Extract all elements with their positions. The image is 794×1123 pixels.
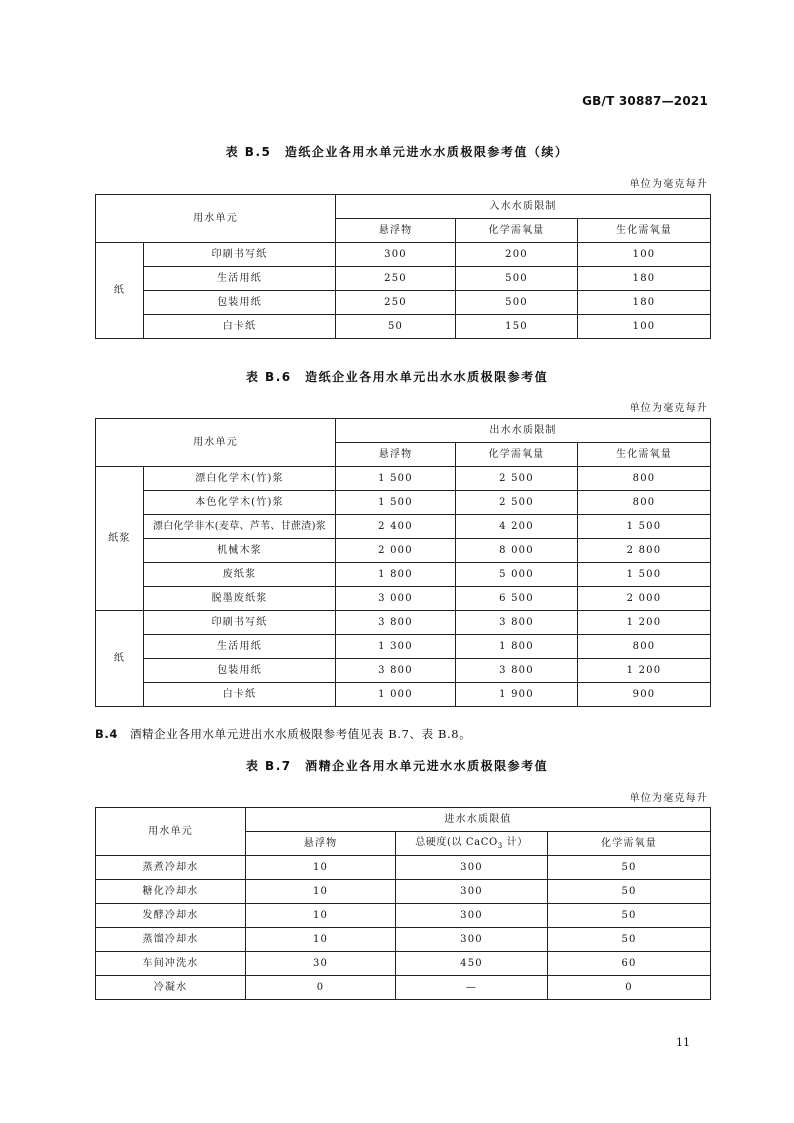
cell: 10 <box>246 856 396 880</box>
header-col: 化学需氧量 <box>456 443 578 467</box>
row-name: 车间冲洗水 <box>96 952 246 976</box>
paragraph-b4 <box>95 726 471 742</box>
table-row <box>96 291 711 315</box>
table-row <box>96 928 711 952</box>
group-label: 纸 <box>96 611 144 707</box>
cell: 3 000 <box>336 587 456 611</box>
cell: 200 <box>456 243 578 267</box>
cell: 100 <box>578 243 711 267</box>
row-name: 白卡纸 <box>144 315 336 339</box>
header-col: 悬浮物 <box>336 219 456 243</box>
cell: 1 200 <box>578 659 711 683</box>
cell: 800 <box>578 491 711 515</box>
group-label: 纸浆 <box>96 467 144 611</box>
cell: 300 <box>396 928 548 952</box>
header-unit: 用水单元 <box>96 808 246 856</box>
table-row <box>96 856 711 880</box>
header-col: 化学需氧量 <box>456 219 578 243</box>
cell: 0 <box>246 976 396 1000</box>
cell: 300 <box>396 880 548 904</box>
cell: 180 <box>578 267 711 291</box>
table-row <box>96 515 711 539</box>
header-col: 悬浮物 <box>246 832 396 856</box>
table-row <box>96 267 711 291</box>
clause-number: B.4 <box>95 727 118 741</box>
table-row <box>96 587 711 611</box>
cell: 500 <box>456 291 578 315</box>
row-name: 蒸馏冷却水 <box>96 928 246 952</box>
header-col: 化学需氧量 <box>548 832 711 856</box>
row-name: 冷凝水 <box>96 976 246 1000</box>
cell: 3 800 <box>456 659 578 683</box>
cell: 100 <box>578 315 711 339</box>
cell: 800 <box>578 635 711 659</box>
row-name: 白卡纸 <box>144 683 336 707</box>
table-b5 <box>95 194 711 339</box>
table-row <box>96 467 711 491</box>
cell: 50 <box>548 904 711 928</box>
row-name: 包装用纸 <box>144 291 336 315</box>
row-name: 包装用纸 <box>144 659 336 683</box>
clause-text: 酒精企业各用水单元进出水水质极限参考值见表 B.7、表 B.8。 <box>129 727 472 741</box>
table-row <box>96 563 711 587</box>
header-col: 生化需氧量 <box>578 219 711 243</box>
row-name: 糖化冷却水 <box>96 880 246 904</box>
cell: 180 <box>578 291 711 315</box>
cell: 1 300 <box>336 635 456 659</box>
cell: 150 <box>456 315 578 339</box>
table-row <box>96 976 711 1000</box>
cell: 1 200 <box>578 611 711 635</box>
table-b5-caption: 表 B.5 造纸企业各用水单元进水水质极限参考值（续） <box>225 145 569 159</box>
cell: 300 <box>336 243 456 267</box>
cell: 2 000 <box>336 539 456 563</box>
cell: — <box>396 976 548 1000</box>
cell: 50 <box>548 928 711 952</box>
cell: 1 500 <box>578 563 711 587</box>
unit-label: 单位为毫克每升 <box>629 403 708 414</box>
cell: 50 <box>336 315 456 339</box>
group-label: 纸 <box>96 243 144 339</box>
unit-label: 单位为毫克每升 <box>629 179 708 190</box>
table-b7 <box>95 807 711 1000</box>
table-row <box>96 539 711 563</box>
cell: 2 400 <box>336 515 456 539</box>
unit-label: 单位为毫克每升 <box>629 793 708 804</box>
cell: 10 <box>246 928 396 952</box>
header-col-suffix: 计） <box>502 836 528 848</box>
cell: 1 500 <box>336 467 456 491</box>
cell: 10 <box>246 904 396 928</box>
cell: 2 500 <box>456 491 578 515</box>
row-name: 生活用纸 <box>144 635 336 659</box>
row-name: 废纸浆 <box>144 563 336 587</box>
cell: 900 <box>578 683 711 707</box>
table-b7-caption: 表 B.7 酒精企业各用水单元进水水质极限参考值 <box>245 759 549 773</box>
row-name: 漂白化学非木(麦草、芦苇、甘蔗渣)浆 <box>144 515 336 539</box>
cell: 1 500 <box>336 491 456 515</box>
cell: 300 <box>396 856 548 880</box>
header-group: 入水水质限制 <box>336 195 711 219</box>
cell: 1 000 <box>336 683 456 707</box>
cell: 300 <box>396 904 548 928</box>
cell: 8 000 <box>456 539 578 563</box>
table-row <box>96 952 711 976</box>
table-row <box>96 243 711 267</box>
header-col <box>396 832 548 856</box>
cell: 50 <box>548 856 711 880</box>
row-name: 印刷书写纸 <box>144 243 336 267</box>
header-group: 出水水质限制 <box>336 419 711 443</box>
subscript: 3 <box>497 841 503 850</box>
cell: 0 <box>548 976 711 1000</box>
table-row <box>96 315 711 339</box>
table-row <box>96 635 711 659</box>
cell: 2 000 <box>578 587 711 611</box>
cell: 5 000 <box>456 563 578 587</box>
table-row <box>96 880 711 904</box>
cell: 800 <box>578 467 711 491</box>
cell: 1 800 <box>336 563 456 587</box>
cell: 250 <box>336 267 456 291</box>
row-name: 本色化学木(竹)浆 <box>144 491 336 515</box>
cell: 1 500 <box>578 515 711 539</box>
header-col-text: 总硬度(以 CaCO <box>415 836 498 848</box>
cell: 60 <box>548 952 711 976</box>
cell: 500 <box>456 267 578 291</box>
header-unit: 用水单元 <box>96 419 336 467</box>
cell: 6 500 <box>456 587 578 611</box>
table-row <box>96 611 711 635</box>
header-unit: 用水单元 <box>96 195 336 243</box>
cell: 3 800 <box>336 659 456 683</box>
table-row <box>96 904 711 928</box>
cell: 3 800 <box>456 611 578 635</box>
standard-number: GB/T 30887—2021 <box>582 94 708 108</box>
cell: 50 <box>548 880 711 904</box>
table-row <box>96 491 711 515</box>
row-name: 蒸煮冷却水 <box>96 856 246 880</box>
cell: 30 <box>246 952 396 976</box>
cell: 1 800 <box>456 635 578 659</box>
header-group: 进水水质限值 <box>246 808 711 832</box>
header-col: 悬浮物 <box>336 443 456 467</box>
header-col: 生化需氧量 <box>578 443 711 467</box>
table-row <box>96 683 711 707</box>
cell: 3 800 <box>336 611 456 635</box>
row-name: 漂白化学木(竹)浆 <box>144 467 336 491</box>
row-name: 机械木浆 <box>144 539 336 563</box>
cell: 450 <box>396 952 548 976</box>
row-name: 脱墨废纸浆 <box>144 587 336 611</box>
cell: 10 <box>246 880 396 904</box>
table-b6-caption: 表 B.6 造纸企业各用水单元出水水质极限参考值 <box>245 370 549 384</box>
cell: 2 800 <box>578 539 711 563</box>
row-name: 发酵冷却水 <box>96 904 246 928</box>
row-name: 印刷书写纸 <box>144 611 336 635</box>
row-name: 生活用纸 <box>144 267 336 291</box>
page-number: 11 <box>676 1036 690 1049</box>
cell: 2 500 <box>456 467 578 491</box>
cell: 4 200 <box>456 515 578 539</box>
table-b6 <box>95 418 711 707</box>
cell: 1 900 <box>456 683 578 707</box>
cell: 250 <box>336 291 456 315</box>
table-row <box>96 659 711 683</box>
